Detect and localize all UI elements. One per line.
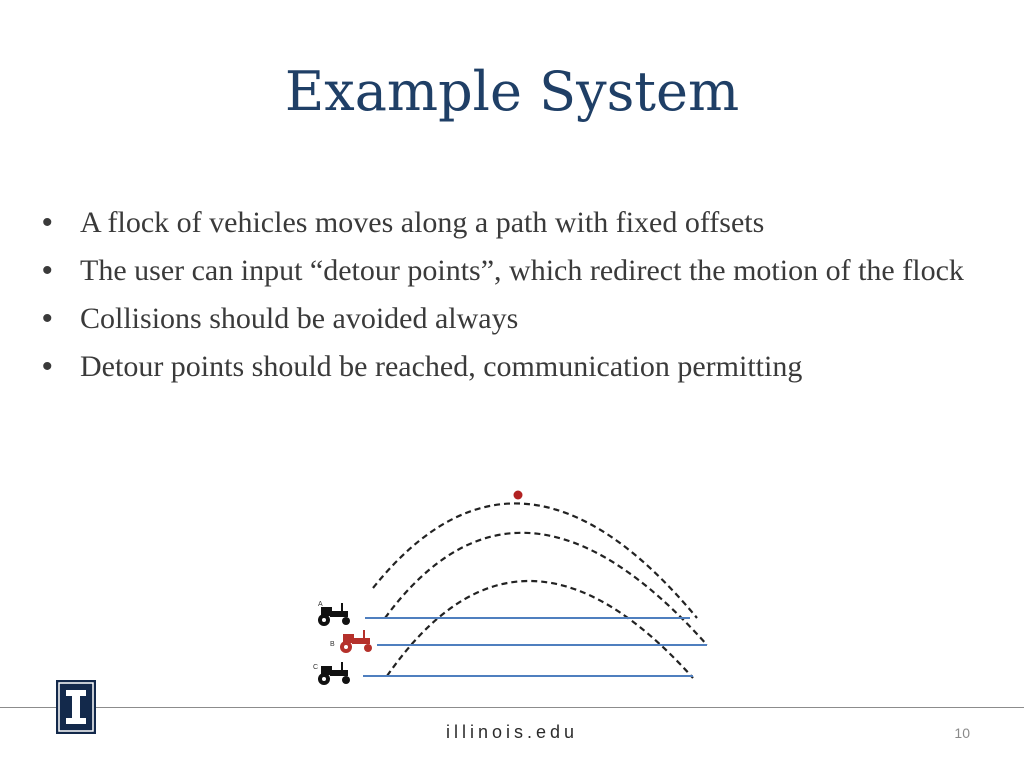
dashed-arc-a <box>373 503 697 618</box>
slide-title: Example System <box>284 60 740 123</box>
dashed-arc-b <box>385 533 707 645</box>
detour-point-icon <box>514 491 523 500</box>
flock-detour-diagram <box>305 460 725 700</box>
tractor-c-icon <box>318 662 350 685</box>
dashed-arc-c <box>387 581 693 678</box>
bullet-icon: • <box>42 254 53 287</box>
bullet-text: A flock of vehicles moves along a path with fixed offsets <box>80 206 765 239</box>
bullet-icon: • <box>42 206 53 239</box>
page-number: 10 <box>954 725 970 741</box>
bullet-item <box>40 347 980 387</box>
tractor-b-icon <box>340 630 372 653</box>
vehicle-label-c: C <box>313 664 319 671</box>
footer-domain: illinois.edu <box>445 722 579 742</box>
bullet-icon: • <box>42 350 53 383</box>
bullet-icon: • <box>42 302 53 335</box>
bullet-text: The user can input “detour points”, which redirect the motion of the flock <box>80 254 964 287</box>
bullet-list <box>40 203 980 395</box>
bullet-item <box>40 203 980 243</box>
footer-divider <box>0 707 1024 708</box>
vehicle-label-a: A <box>318 601 323 608</box>
bullet-text: Detour points should be reached, communication permitting <box>80 350 803 383</box>
vehicle-label-b: B <box>330 641 335 648</box>
bullet-item <box>40 299 980 339</box>
bullet-text: Collisions should be avoided always <box>80 302 519 335</box>
tractor-a-icon <box>318 603 350 626</box>
bullet-item <box>40 251 980 291</box>
